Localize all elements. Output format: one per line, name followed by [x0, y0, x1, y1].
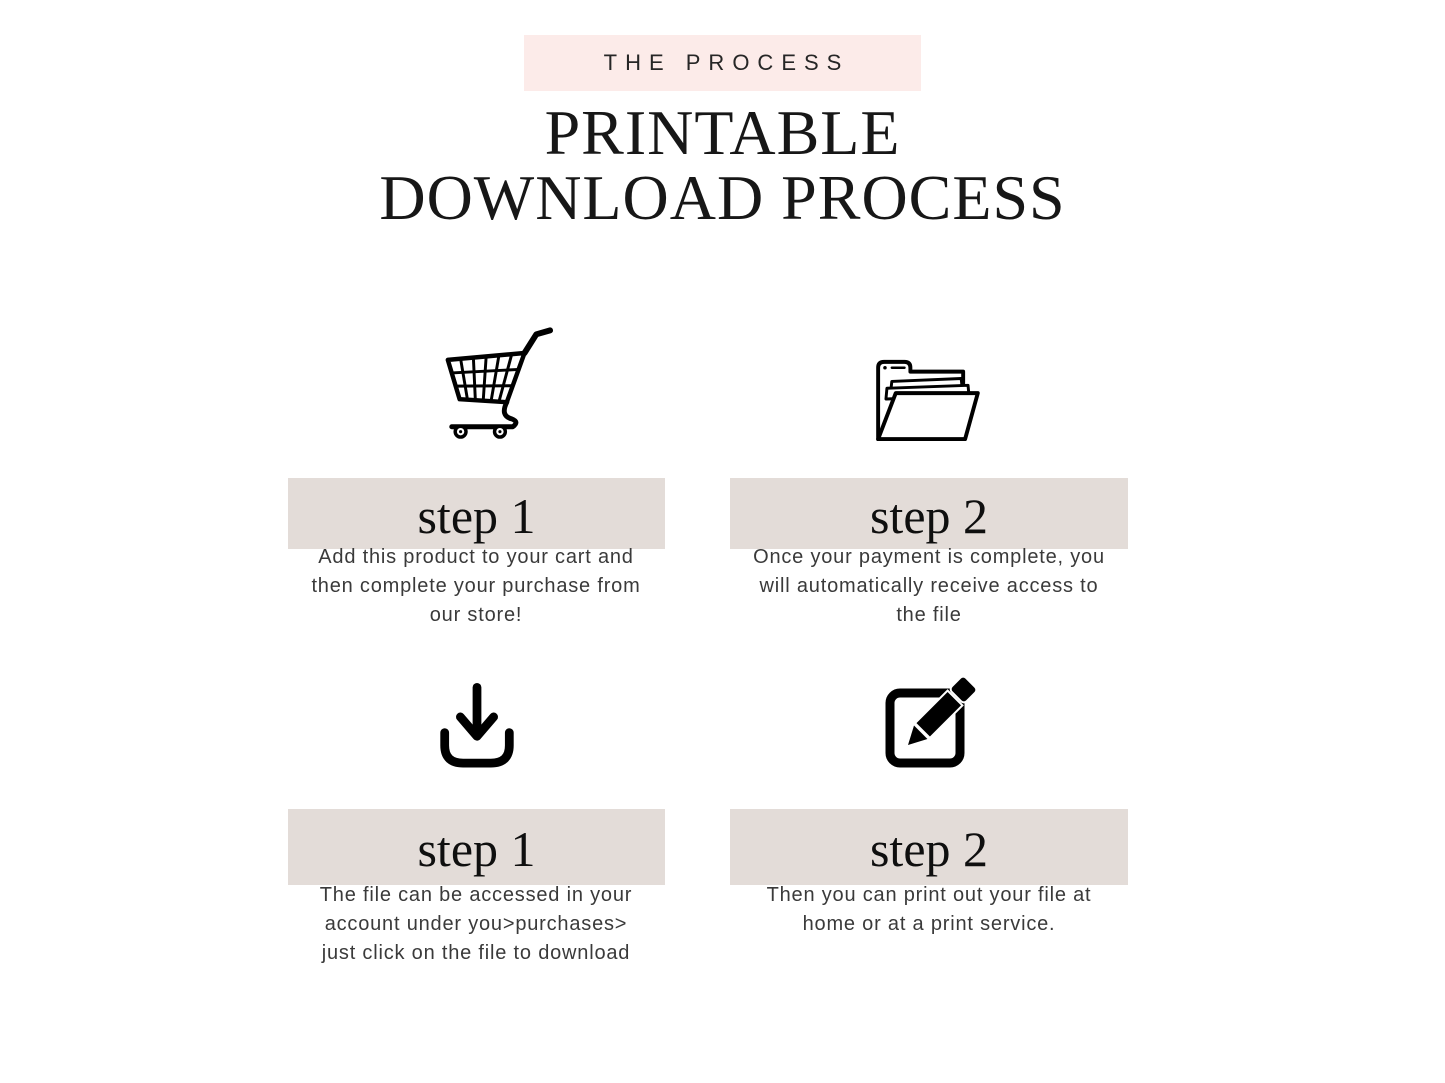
step-label: step 1 — [417, 487, 536, 544]
step-description-line: will automatically receive access to — [759, 575, 1099, 597]
step-description-line: account under you>purchases> — [324, 913, 628, 935]
step-description-line: The file can be accessed in your — [319, 884, 633, 906]
step-label: step 1 — [417, 821, 536, 877]
step-label-bar — [288, 478, 665, 549]
step-label: step 2 — [869, 487, 989, 544]
step-description — [716, 881, 1142, 939]
edit-icon — [884, 671, 984, 771]
page-title — [0, 97, 1445, 233]
step-description-line: just click on the file to download — [321, 942, 631, 964]
step-label-bar — [730, 478, 1128, 549]
step-description — [266, 543, 686, 630]
banner-label: THE PROCESS — [603, 50, 850, 75]
step-description-line: then complete your purchase from — [311, 575, 641, 597]
step-description-line: Once your payment is complete, you — [753, 546, 1105, 568]
download-icon — [440, 680, 514, 776]
title-line-1: PRINTABLE — [544, 97, 901, 168]
title-line-2: DOWNLOAD PROCESS — [379, 162, 1066, 233]
step-description — [716, 543, 1142, 630]
folder-icon — [872, 356, 982, 442]
step-label-bar — [288, 809, 665, 885]
step-description-line: our store! — [429, 604, 523, 626]
step-description-line: the file — [896, 604, 962, 626]
banner — [524, 35, 921, 91]
step-description-line: Add this product to your cart and — [318, 546, 634, 568]
step-label-bar — [730, 809, 1128, 885]
shopping-cart-icon — [437, 324, 555, 441]
step-description-line: Then you can print out your file at — [766, 884, 1092, 906]
step-description-line: home or at a print service. — [802, 913, 1056, 935]
step-label: step 2 — [869, 821, 989, 877]
step-description — [266, 881, 686, 968]
